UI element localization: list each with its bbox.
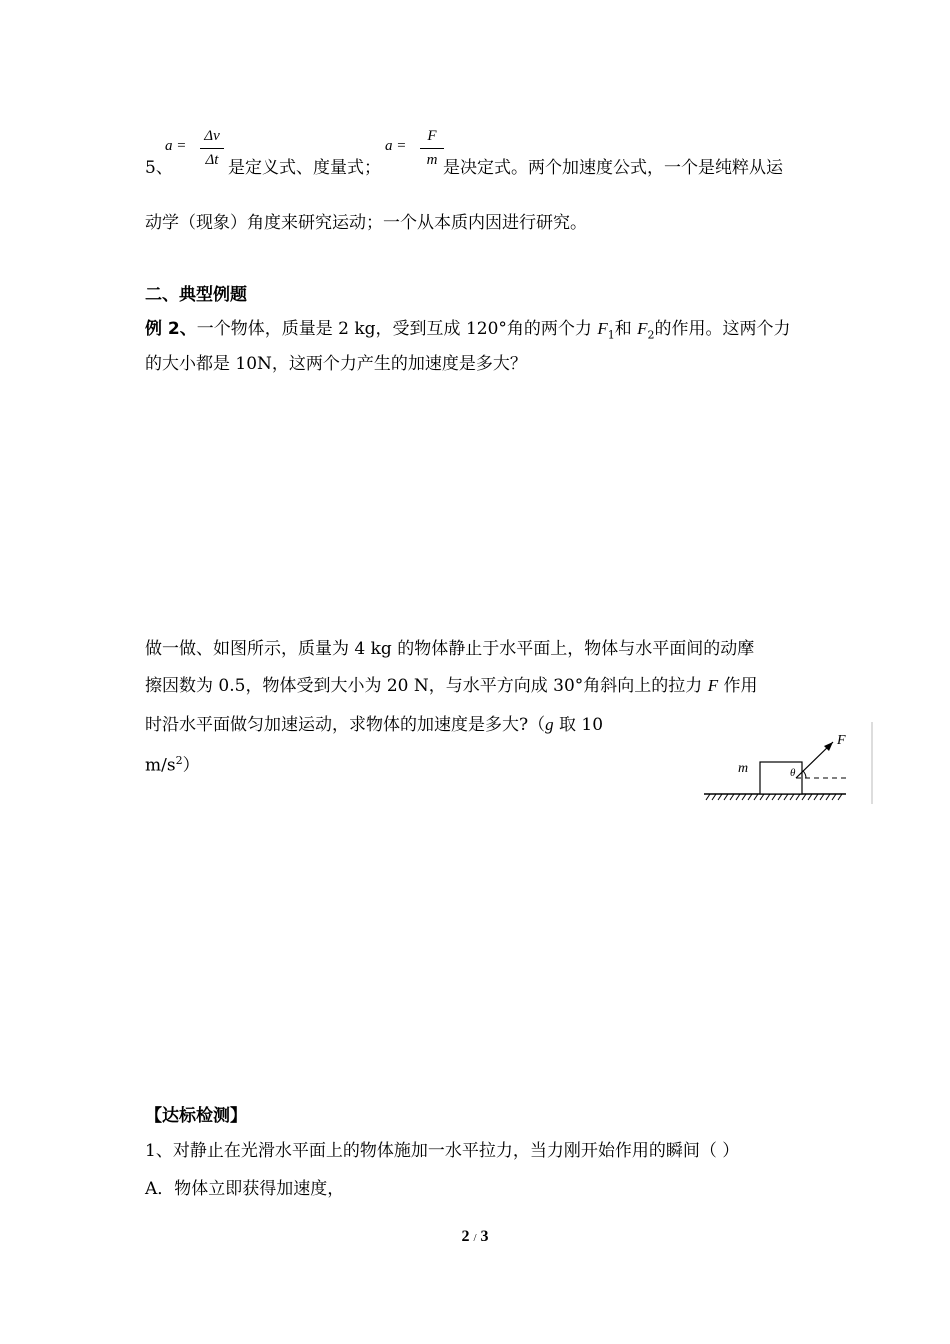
fraction-bar (420, 148, 444, 149)
formula-lhs: a = (385, 138, 407, 154)
mass-label: m (738, 761, 749, 776)
item5-number: 5、 (145, 158, 173, 178)
page-number: 2 / 3 (461, 1228, 489, 1245)
ground-hatching (706, 794, 842, 800)
block (760, 762, 802, 794)
force-label: F (837, 733, 846, 748)
angle-arc (803, 771, 806, 778)
item5-line2: 动学（现象）角度来研究运动；一个从本质内因进行研究。 (145, 213, 587, 233)
question-1-option-a: A．物体立即获得加速度， (145, 1179, 345, 1199)
example2-label: 例 2、 (145, 319, 197, 339)
example2-line1: 例 2、一个物体，质量是 2 kg，受到互成 120°角的两个力 $F_1$和 $F_2$的作用。这两个力 (145, 319, 791, 342)
practice-line4: $m/s^2$） (145, 754, 200, 776)
example2-line2: 的大小都是 10N，这两个力产生的加速度是多大？ (145, 354, 527, 374)
practice-line3: 时沿水平面做匀加速运动，求物体的加速度是多大?（g 取 10 (145, 715, 604, 735)
item5-text2: 是决定式。两个加速度公式，一个是纯粹从运 (443, 158, 783, 178)
angle-label: θ (790, 767, 796, 779)
formula-denominator: Δt (205, 152, 219, 168)
fraction-bar (200, 148, 224, 149)
block-on-surface-figure (700, 722, 875, 807)
item5-text1: 是定义式、度量式； (228, 158, 381, 178)
practice-line1: 做一做、如图所示，质量为 4 kg 的物体静止于水平面上，物体与水平面间的动摩 (145, 639, 755, 659)
formula-lhs: a = (165, 138, 187, 154)
formula-numerator: Δv (204, 128, 220, 144)
section-heading: 二、典型例题 (145, 285, 247, 305)
test-heading: 【达标检测】 (145, 1106, 247, 1126)
formula-denominator: m (426, 152, 438, 168)
formula-decisive (385, 128, 445, 176)
formula-numerator: F (427, 128, 437, 144)
formula-definition (165, 128, 225, 176)
question-1: 1、对静止在光滑水平面上的物体施加一水平拉力，当力刚开始作用的瞬间（ ） (145, 1141, 740, 1161)
practice-line2: 擦因数为 0.5，物体受到大小为 20 N，与水平方向成 30°角斜向上的拉力 F 作用 (145, 676, 758, 696)
